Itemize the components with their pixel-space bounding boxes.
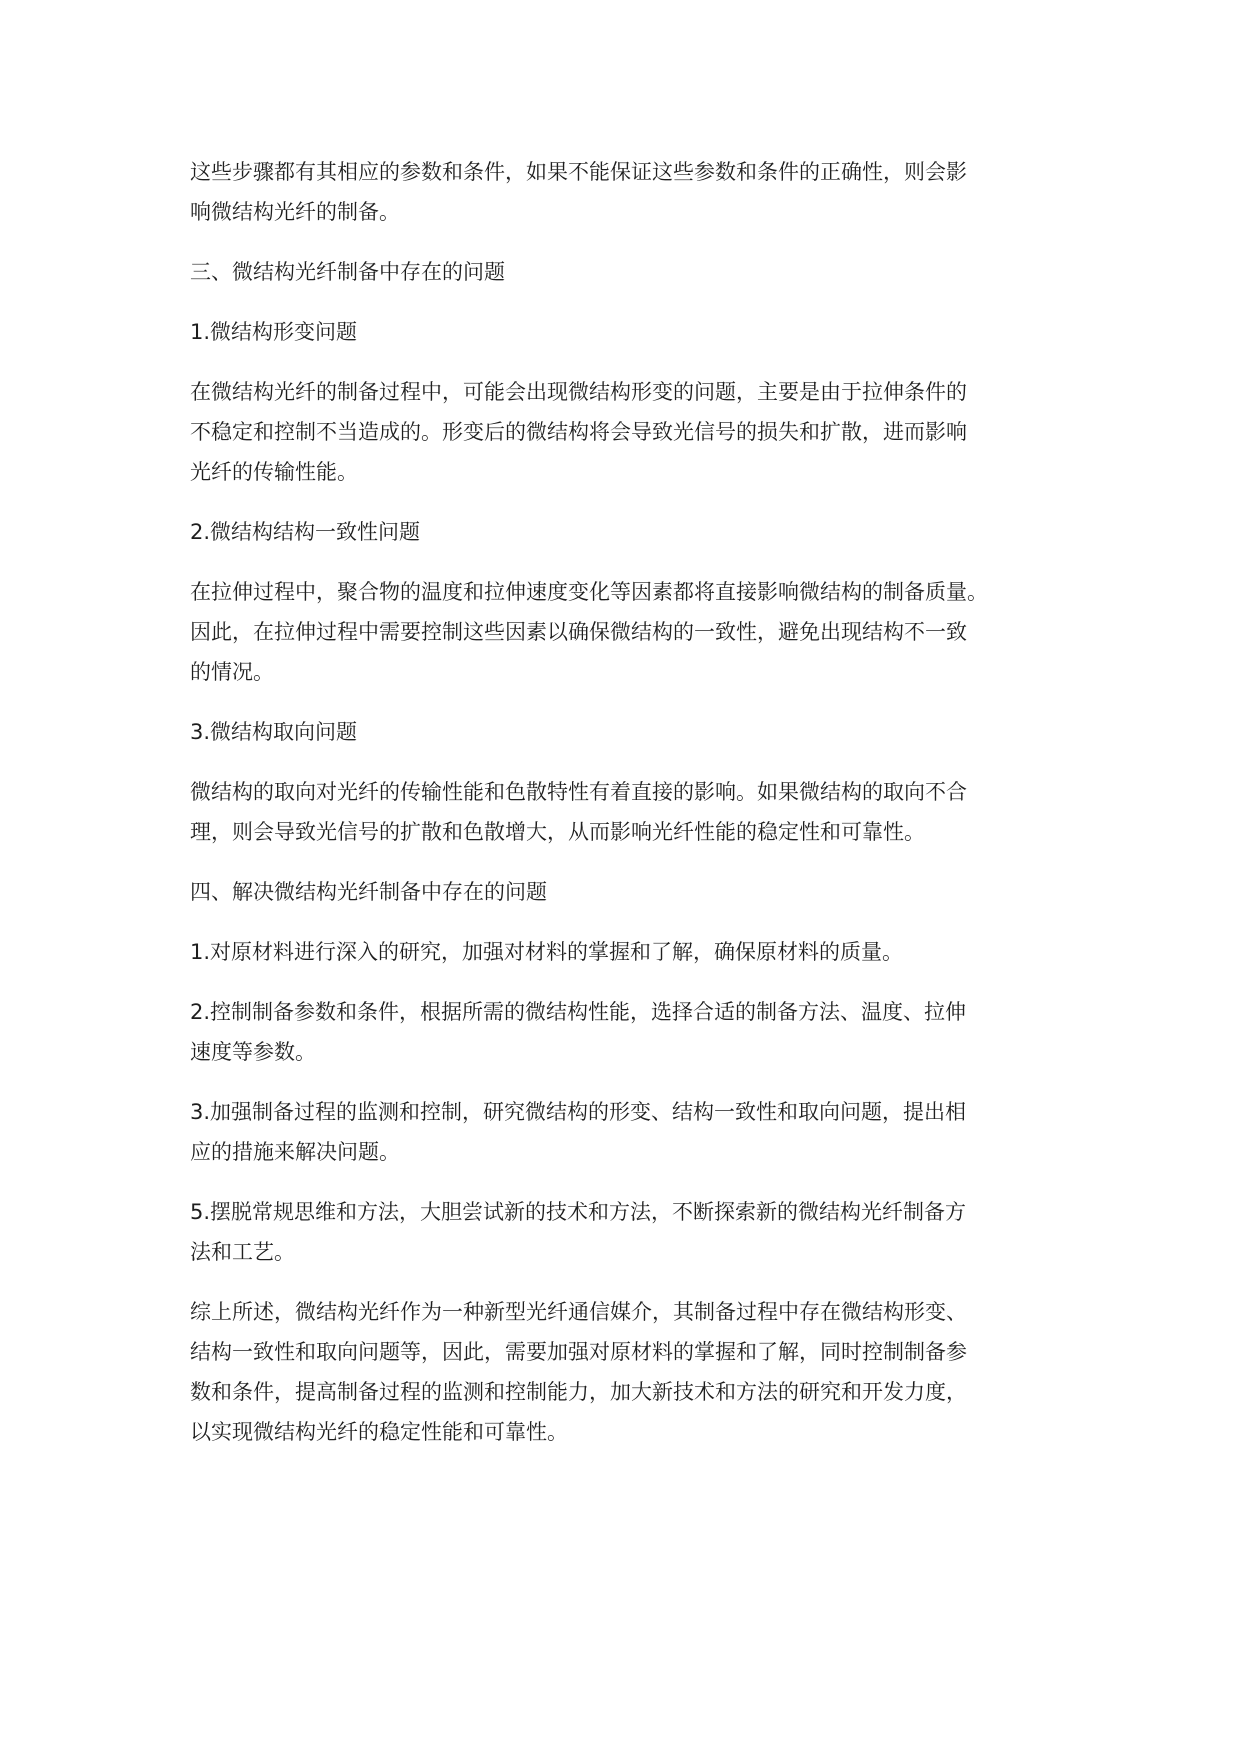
text-line: 在拉伸过程中，聚合物的温度和拉伸速度变化等因素都将直接影响微结构的制备质量。 — [190, 580, 988, 604]
text-line: 四、解决微结构光纤制备中存在的问题 — [190, 880, 547, 904]
text-line: 1.对原材料进行深入的研究，加强对材料的掌握和了解，确保原材料的质量。 — [190, 940, 904, 964]
text-line: 的情况。 — [190, 660, 274, 684]
paragraph — [190, 992, 1070, 1072]
text-line: 不稳定和控制不当造成的。形变后的微结构将会导致光信号的损失和扩散，进而影响 — [190, 420, 967, 444]
paragraph — [190, 152, 1070, 232]
paragraph — [190, 1292, 1070, 1452]
text-line: 1.微结构形变问题 — [190, 320, 358, 344]
text-line: 因此，在拉伸过程中需要控制这些因素以确保微结构的一致性，避免出现结构不一致 — [190, 620, 967, 644]
paragraph — [190, 772, 1070, 852]
paragraph — [190, 572, 1070, 692]
text-line: 法和工艺。 — [190, 1240, 295, 1264]
text-line: 三、微结构光纤制备中存在的问题 — [190, 260, 505, 284]
paragraph — [190, 1192, 1070, 1272]
text-line: 综上所述，微结构光纤作为一种新型光纤通信媒介，其制备过程中存在微结构形变、 — [190, 1300, 967, 1324]
text-line: 数和条件，提高制备过程的监测和控制能力，加大新技术和方法的研究和开发力度， — [190, 1380, 967, 1404]
text-line: 理，则会导致光信号的扩散和色散增大，从而影响光纤性能的稳定性和可靠性。 — [190, 820, 925, 844]
text-line: 以实现微结构光纤的稳定性能和可靠性。 — [190, 1420, 568, 1444]
section-heading — [190, 872, 1070, 912]
text-line: 2.微结构结构一致性问题 — [190, 520, 421, 544]
paragraph — [190, 1092, 1070, 1172]
text-line: 微结构的取向对光纤的传输性能和色散特性有着直接的影响。如果微结构的取向不合 — [190, 780, 967, 804]
text-line: 结构一致性和取向问题等，因此，需要加强对原材料的掌握和了解，同时控制制备参 — [190, 1340, 967, 1364]
section-heading — [190, 712, 1070, 752]
text-line: 应的措施来解决问题。 — [190, 1140, 400, 1164]
section-heading — [190, 512, 1070, 552]
text-line: 3.加强制备过程的监测和控制，研究微结构的形变、结构一致性和取向问题，提出相 — [190, 1100, 967, 1124]
paragraph — [190, 932, 1070, 972]
paragraph — [190, 372, 1070, 492]
text-line: 光纤的传输性能。 — [190, 460, 358, 484]
text-line: 速度等参数。 — [190, 1040, 316, 1064]
text-line: 这些步骤都有其相应的参数和条件，如果不能保证这些参数和条件的正确性，则会影 — [190, 160, 967, 184]
section-heading — [190, 252, 1070, 292]
text-line: 3.微结构取向问题 — [190, 720, 358, 744]
text-line: 5.摆脱常规思维和方法，大胆尝试新的技术和方法，不断探索新的微结构光纤制备方 — [190, 1200, 967, 1224]
text-line: 响微结构光纤的制备。 — [190, 200, 400, 224]
document-body — [190, 152, 1070, 1472]
text-line: 2.控制制备参数和条件，根据所需的微结构性能，选择合适的制备方法、温度、拉伸 — [190, 1000, 967, 1024]
text-line: 在微结构光纤的制备过程中，可能会出现微结构形变的问题，主要是由于拉伸条件的 — [190, 380, 967, 404]
section-heading — [190, 312, 1070, 352]
